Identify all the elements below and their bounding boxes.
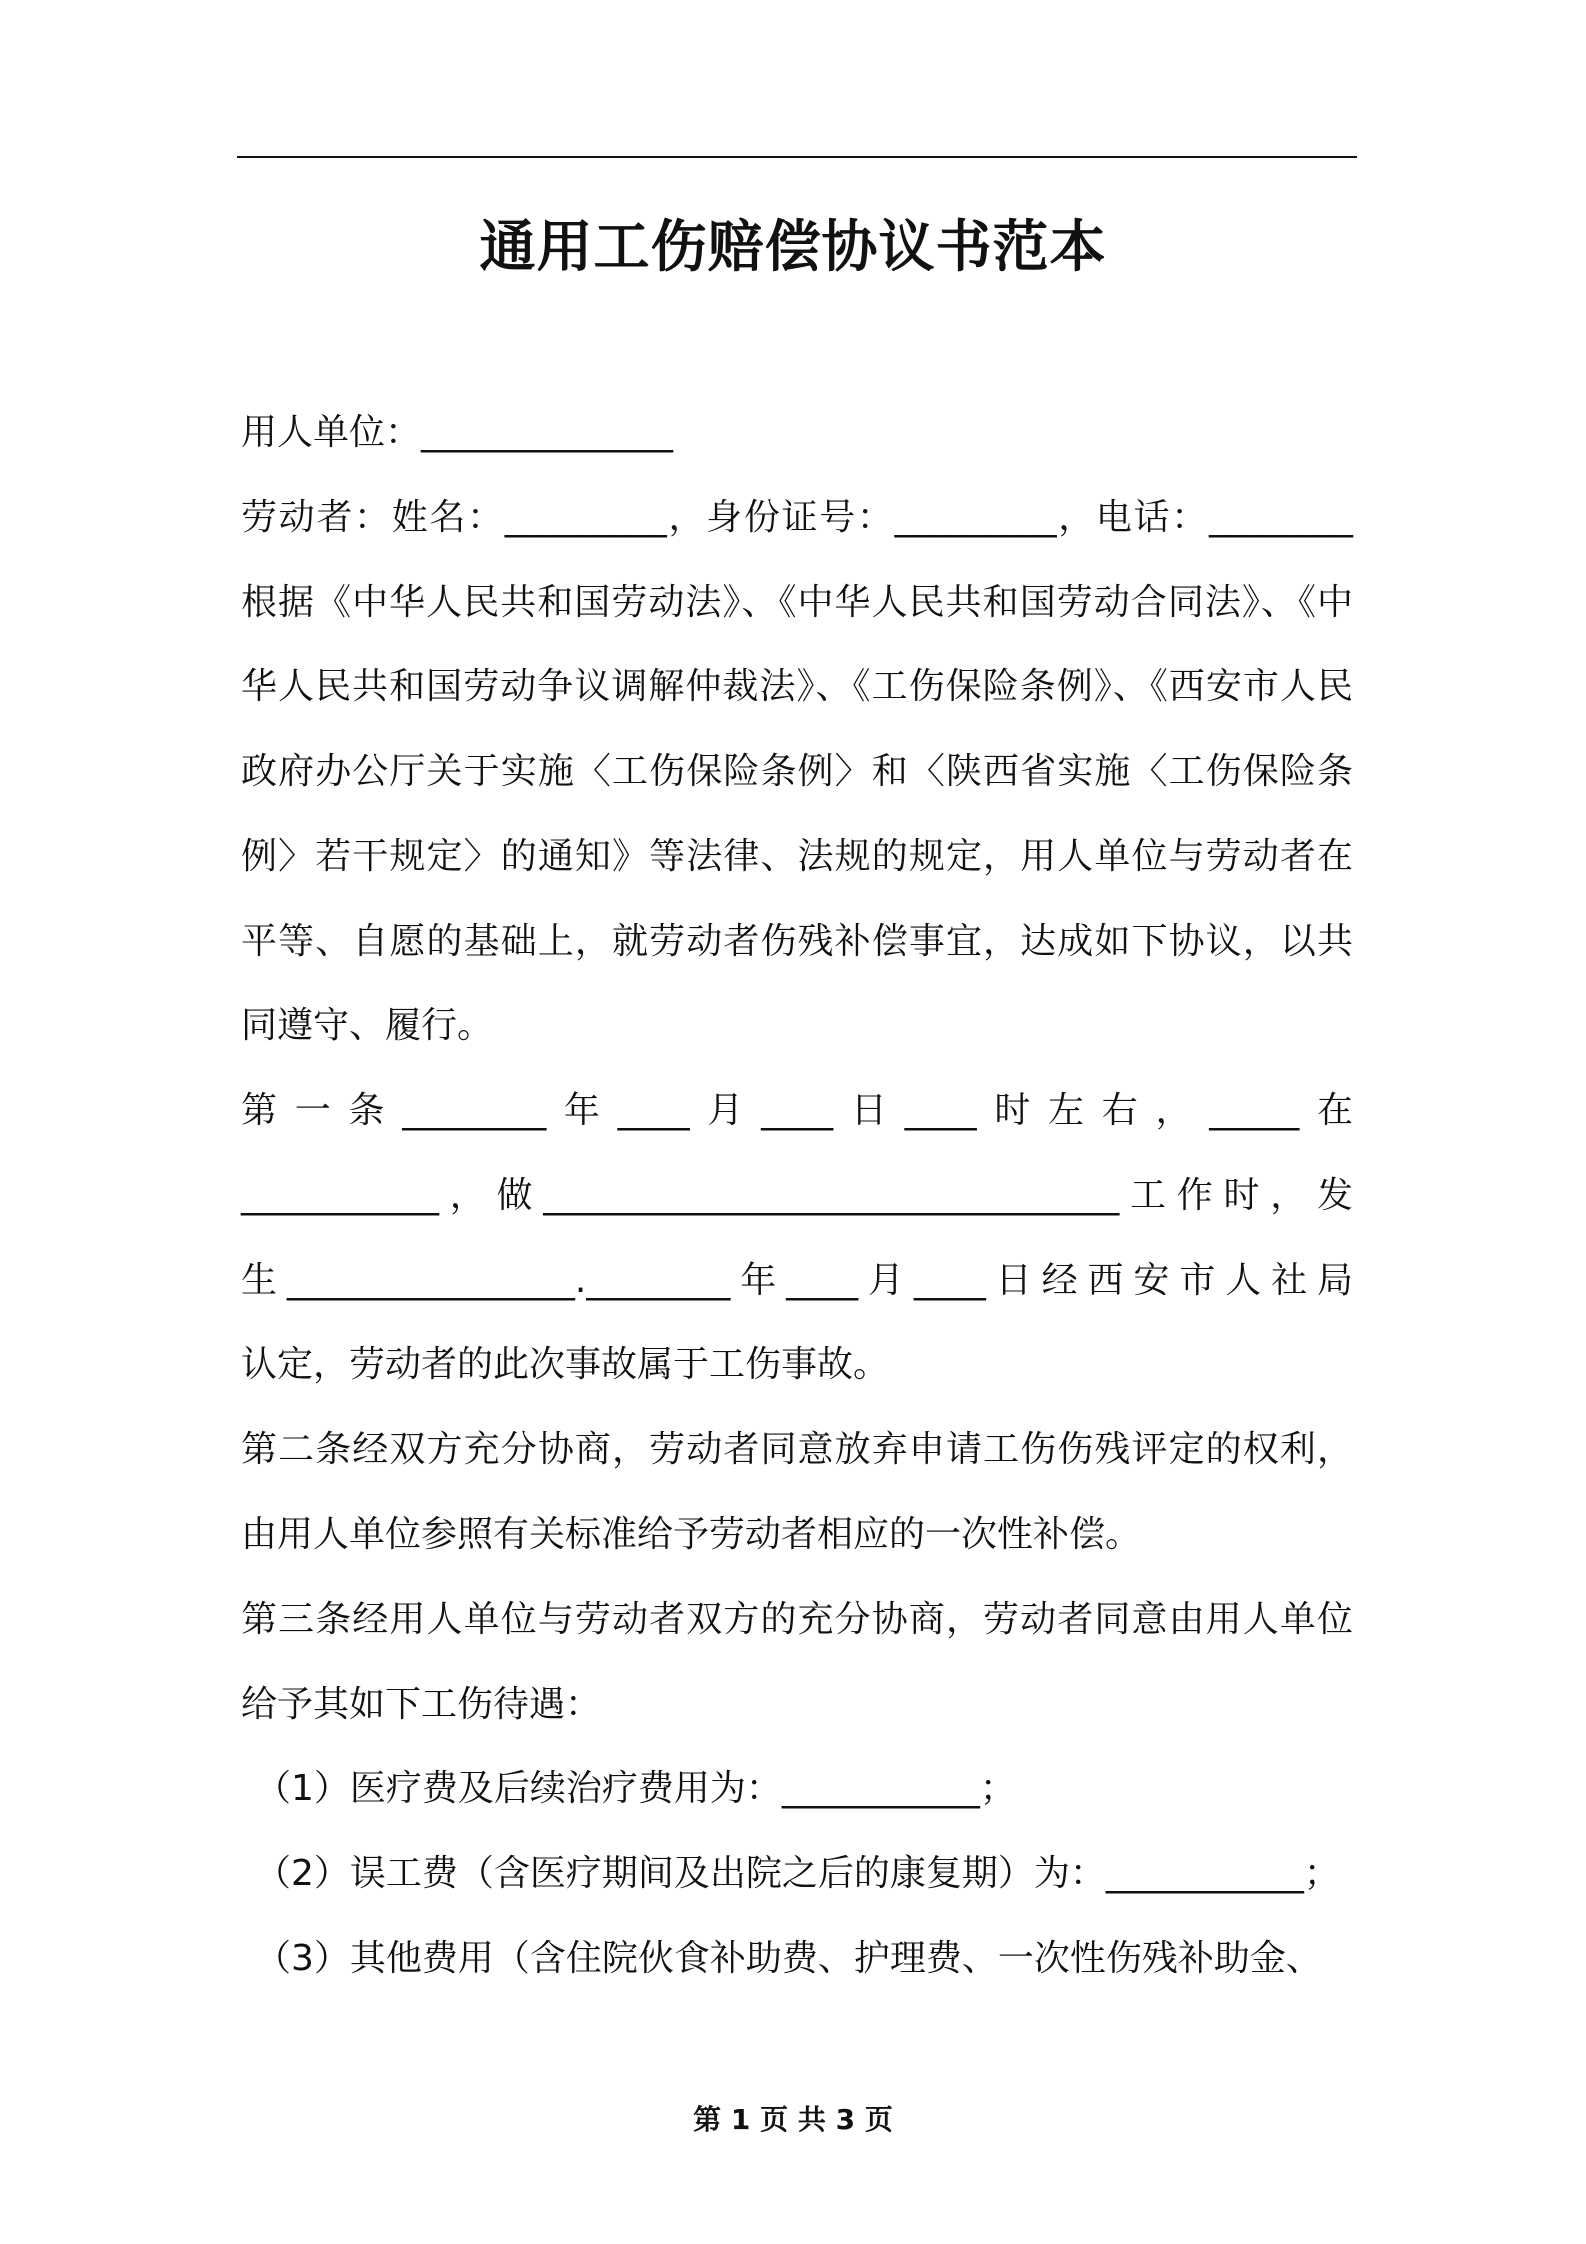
page-indicator: 第 1 页 共 3 页 [693,2103,893,2136]
article-3-line-1: 第三条经用人单位与劳动者双方的充分协商，劳动者同意由用人单位 [241,1599,1353,1640]
article-1-line-4: 认定，劳动者的此次事故属于工伤事故。 [241,1344,890,1385]
article-3-item-1: （1）医疗费及后续治疗费用为：___________； [255,1768,1016,1809]
worker-info-line: 劳动者：姓名：_________，身份证号：_________，电话：________ [241,497,1353,538]
preamble-line-2: 华人民共和国劳动争议调解仲裁法》、《工伤保险条例》、《西安市人民 [241,666,1353,707]
article-2-line-2: 由用人单位参照有关标准给予劳动者相应的一次性补偿。 [241,1514,1142,1555]
preamble-line-4: 例〉若干规定〉的通知》等法律、法规的规定，用人单位与劳动者在 [241,836,1353,877]
article-3-item-3: （3）其他费用（含住院伙食补助费、护理费、一次性伤残补助金、 [255,1938,1322,1979]
preamble-line-5: 平等、自愿的基础上，就劳动者伤残补偿事宜，达成如下协议，以共 [241,921,1353,962]
preamble-line-3: 政府办公厅关于实施〈工伤保险条例〉和〈陕西省实施〈工伤保险条 [241,751,1353,792]
employer-line: 用人单位：______________ [241,412,674,453]
article-1-line-1: 第一条________年____月____日____时左右，_____在 [241,1090,1353,1131]
document-title: 通用工伤赔偿协议书范本 [479,215,1107,280]
preamble-line-1: 根据《中华人民共和国劳动法》、《中华人民共和国劳动合同法》、《中 [241,582,1353,623]
article-1-line-3: 生________________.________年____月____日经西安市人社局 [241,1260,1353,1301]
article-3-item-2: （2）误工费（含医疗期间及出院之后的康复期）为：___________； [255,1853,1340,1894]
article-2-line-1: 第二条经双方充分协商，劳动者同意放弃申请工伤伤残评定的权利， [241,1429,1353,1470]
article-1-line-2: ___________，做________________________________工作时，发 [241,1175,1353,1216]
preamble-line-6: 同遵守、履行。 [241,1005,494,1046]
article-3-line-2: 给予其如下工伤待遇： [241,1684,602,1725]
header-rule [237,156,1357,158]
